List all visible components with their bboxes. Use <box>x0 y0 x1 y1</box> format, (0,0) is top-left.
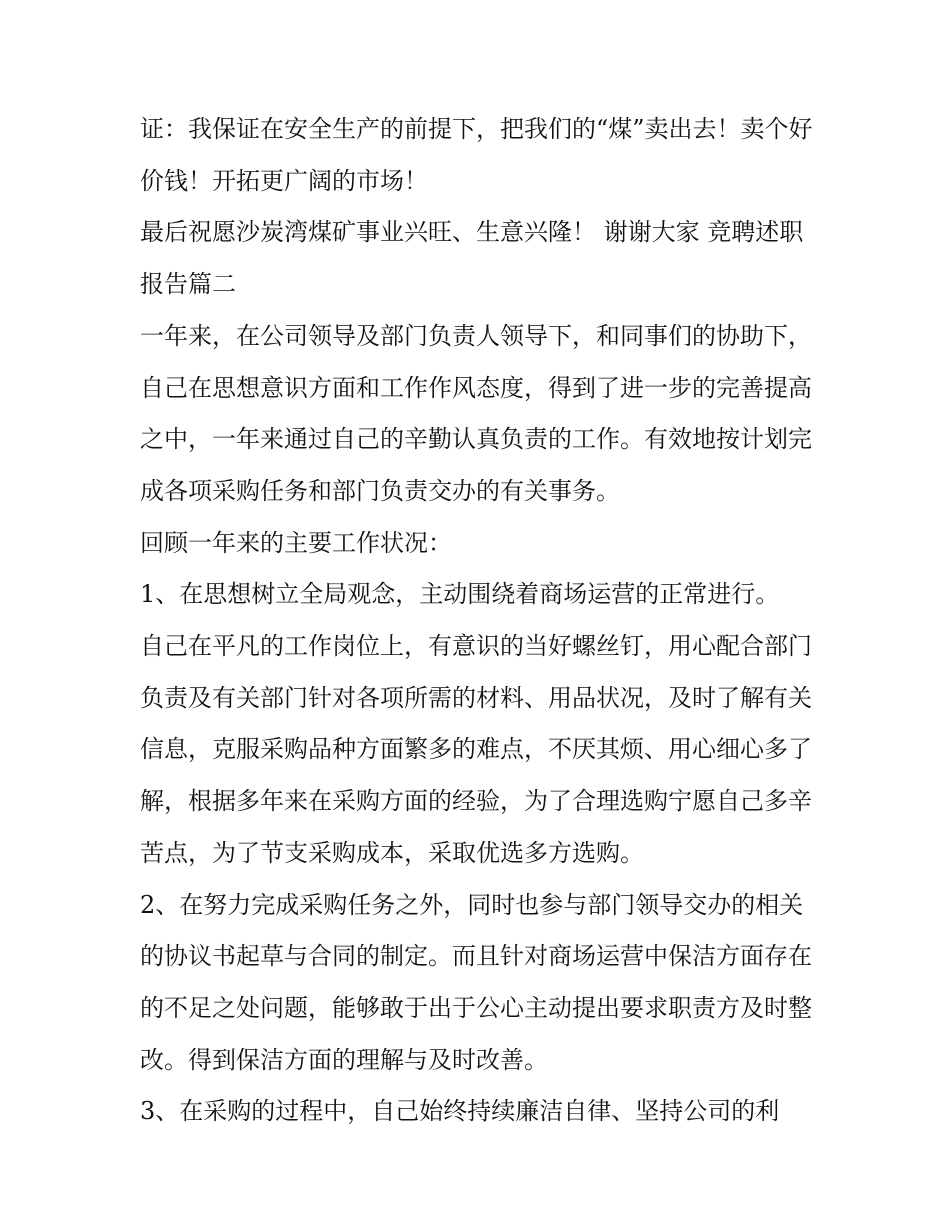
paragraph: 自己在平凡的工作岗位上，有意识的当好螺丝钉，用心配合部门负责及有关部门针对各项所需的材料、用品状况，及时了解有关信息，克服采购品种方面繁多的难点，不厌其烦、用心细心多了解，根据多年来在采购方面的经验，为了合理选购宁愿自己多辛苦点，为了节支采购成本，采取优选多方选购。 <box>140 632 812 867</box>
paragraph: 1、在思想树立全局观念，主动围绕着商场运营的正常进行。 <box>140 580 780 609</box>
document-body <box>140 104 820 1138</box>
paragraph: 2、在努力完成采购任务之外，同时也参与部门领导交办的相关的协议书起草与合同的制定。而且针对商场运营中保洁方面存在的不足之处问题，能够敢于出于公心主动提出要求职责方及时整改。得到保洁方面的理解与及时改善。 <box>140 890 812 1074</box>
paragraph: 一年来，在公司领导及部门负责人领导下，和同事们的协助下，自己在思想意识方面和工作作风态度，得到了进一步的完善提高之中，一年来通过自己的辛勤认真负责的工作。有效地按计划完成各项采购任务和部门负责交办的有关事务。 <box>140 321 812 505</box>
paragraph: 回顾一年来的主要工作状况： <box>140 528 452 557</box>
paragraph: 3、在采购的过程中，自己始终持续廉洁自律、坚持公司的利 <box>140 1097 780 1126</box>
paragraph: 最后祝愿沙炭湾煤矿事业兴旺、生意兴隆！ 谢谢大家 竞聘述职报告篇二 <box>140 218 804 299</box>
paragraph: 证：我保证在安全生产的前提下，把我们的“煤”卖出去！卖个好价钱！开拓更广阔的市场！ <box>140 115 813 195</box>
